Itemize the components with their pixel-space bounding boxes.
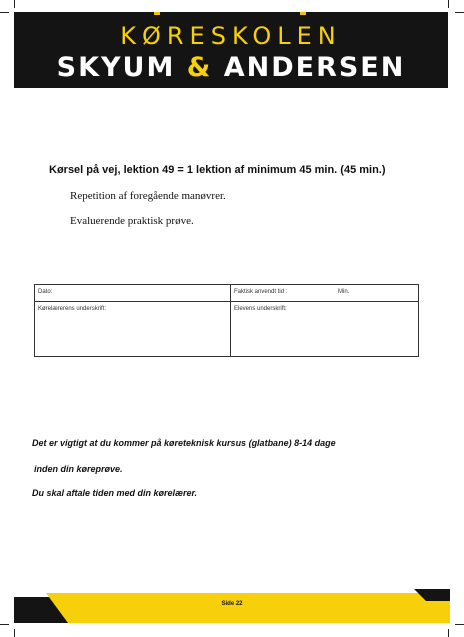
brand-title-line2: [14, 52, 448, 83]
crop-mark: [455, 624, 464, 625]
brand-title-line1: KØRESKOLEN: [120, 22, 342, 50]
table-divider: [35, 301, 418, 302]
crop-mark: [14, 0, 15, 8]
crop-mark: [0, 624, 9, 625]
notice-line: inden din køreprøve.: [34, 464, 123, 474]
lesson-title: Kørsel på vej, lektion 49 = 1 lektion af minimum 45 min. (45 min.): [49, 164, 386, 176]
minutes-label: Min.: [338, 289, 350, 295]
page-number: Side 22: [221, 601, 243, 607]
brand-name-left: SKYUM: [56, 52, 176, 83]
crop-mark: [455, 12, 464, 13]
signature-table: [34, 284, 419, 357]
date-label: Dato:: [38, 289, 53, 295]
table-divider: [230, 285, 231, 356]
banner-accent: [300, 12, 306, 15]
actual-time-label: Faktisk anvendt tid :: [234, 289, 288, 295]
crop-mark: [0, 12, 9, 13]
brand-name-right: ANDERSEN: [223, 52, 406, 83]
footer-yellow-shape: [46, 593, 450, 623]
notice-line: Det er vigtigt at du kommer på køreteknisk kursus (glatbane) 8-14 dage: [32, 438, 336, 448]
instructor-signature-label: Kørelærerens underskrift:: [38, 306, 107, 312]
lesson-item: Evaluerende praktisk prøve.: [70, 215, 194, 227]
crop-mark: [448, 629, 449, 637]
crop-mark: [448, 0, 449, 8]
lesson-item: Repetition af foregående manøvrer.: [70, 190, 226, 202]
student-signature-label: Elevens underskrift:: [234, 306, 287, 312]
crop-mark: [14, 629, 15, 637]
brand-ampersand: &: [186, 52, 213, 83]
banner-accent: [154, 12, 160, 15]
header-banner: [14, 12, 448, 88]
notice-line: Du skal aftale tiden med din kørelærer.: [32, 488, 198, 498]
